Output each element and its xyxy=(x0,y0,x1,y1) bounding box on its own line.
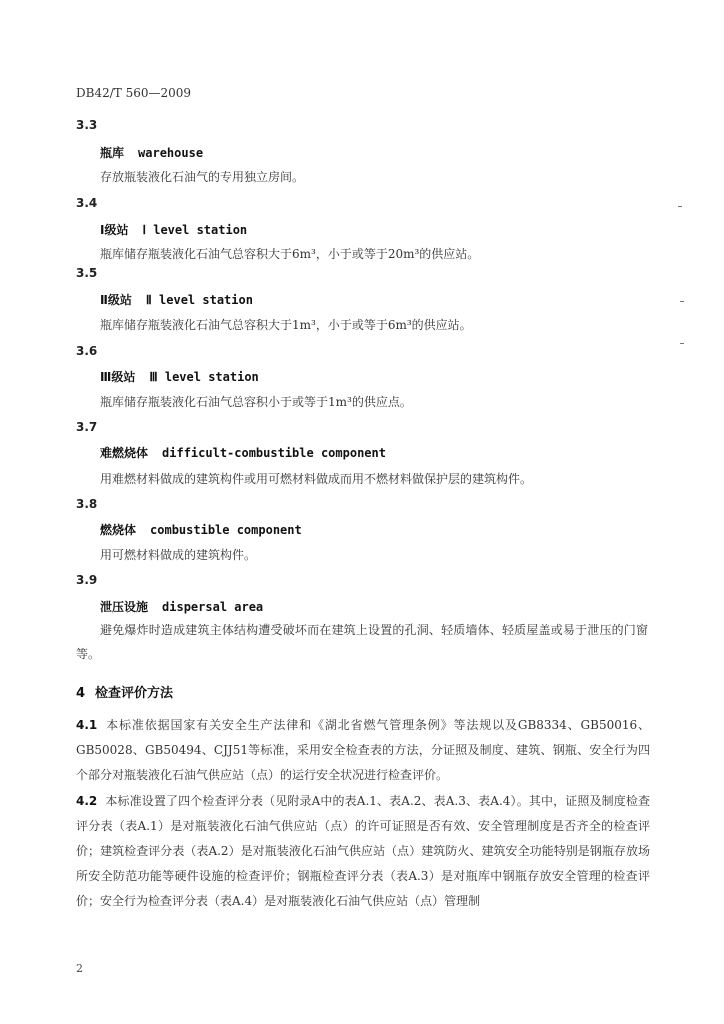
term-definition: 瓶库储存瓶装液化石油气总容积大于1m³，小于或等于6m³的供应站。 xyxy=(100,318,472,332)
section-number: 4 xyxy=(76,686,86,701)
term-heading xyxy=(100,291,253,308)
term-chinese: 难燃烧体 xyxy=(100,446,149,460)
term-definition: 避免爆炸时造成建筑主体结构遭受破坏而在建筑上设置的孔洞、轻质墙体、轻质屋盖或易于泄压的门窗等。 xyxy=(76,623,648,661)
clause-number: 3.6 xyxy=(76,344,98,358)
term-heading xyxy=(100,144,203,161)
term-chinese: Ⅱ级站 xyxy=(100,293,132,307)
term-chinese: 瓶库 xyxy=(100,146,125,160)
scan-mark xyxy=(680,343,684,344)
term-definition: 存放瓶装液化石油气的专用独立房间。 xyxy=(100,170,305,184)
clause-number: 3.7 xyxy=(76,420,98,434)
term-english: warehouse xyxy=(138,146,204,160)
page-number: 2 xyxy=(76,962,83,975)
standard-code: DB42/T 560—2009 xyxy=(76,86,192,100)
term-chinese: Ⅰ级站 xyxy=(100,223,129,237)
term-definition: 用可燃材料做成的建筑构件。 xyxy=(100,548,257,562)
paragraph xyxy=(76,789,650,914)
term-heading xyxy=(100,368,259,385)
paragraph xyxy=(76,713,650,788)
scan-mark xyxy=(680,301,684,302)
term-english: Ⅱ level station xyxy=(145,293,253,307)
term-english: Ⅰ level station xyxy=(142,223,248,237)
term-heading xyxy=(100,521,302,538)
term-heading xyxy=(100,598,263,615)
scan-mark xyxy=(678,206,682,207)
term-english: difficult-combustible component xyxy=(162,446,386,460)
term-chinese: 泄压设施 xyxy=(100,600,149,614)
clause-number: 3.5 xyxy=(76,266,98,280)
term-english: combustible component xyxy=(150,523,302,537)
paragraph-number: 4.1 xyxy=(76,718,98,732)
paragraph-text: 本标准依据国家有关安全生产法律和《湖北省燃气管理条例》等法规以及GB8334、GB50016、GB50028、GB50494、CJJ51等标准，采用安全检查表的方法，分证照及制度、建筑、钢瓶、安全行为四个部分对瓶装液化石油气供应站（点）的运行安全状况进行检查评价。 xyxy=(76,718,650,782)
term-heading xyxy=(100,444,386,461)
term-definition: 瓶库储存瓶装液化石油气总容积小于或等于1m³的供应点。 xyxy=(100,395,412,409)
section-heading xyxy=(76,682,173,701)
paragraph-number: 4.2 xyxy=(76,794,98,808)
clause-number: 3.8 xyxy=(76,497,98,511)
term-chinese: Ⅲ级站 xyxy=(100,370,136,384)
term-heading xyxy=(100,221,247,238)
term-definition: 用难燃材料做成的建筑构件或用可燃材料做成而用不燃材料做保护层的建筑构件。 xyxy=(100,472,533,486)
clause-number: 3.3 xyxy=(76,118,98,132)
term-definition: 瓶库储存瓶装液化石油气总容积大于6m³，小于或等于20m³的供应站。 xyxy=(100,247,480,261)
paragraph-text: 本标准设置了四个检查评分表（见附录A中的表A.1、表A.2、表A.3、表A.4）。其中，证照及制度检查评分表（表A.1）是对瓶装液化石油气供应站（点）的许可证照是否有效、安全管理制度是否齐全的检查评价；建筑检查评分表（表A.2）是对瓶装液化石油气供应站（点）建筑防火、建筑安全功能特别是钢瓶存放场所安全防范功能等硬件设施的检查评价；钢瓶检查评分表（表A.3）是对瓶库中钢瓶存放安全管理的检查评价；安全行为检查评分表（表A.4）是对瓶装液化石油气供应站（点）管理制 xyxy=(76,794,650,908)
section-title: 检查评价方法 xyxy=(95,686,174,701)
clause-number: 3.4 xyxy=(76,196,98,210)
term-chinese: 燃烧体 xyxy=(100,523,137,537)
term-english: dispersal area xyxy=(162,600,264,614)
term-english: Ⅲ level station xyxy=(149,370,259,384)
clause-number: 3.9 xyxy=(76,573,98,587)
